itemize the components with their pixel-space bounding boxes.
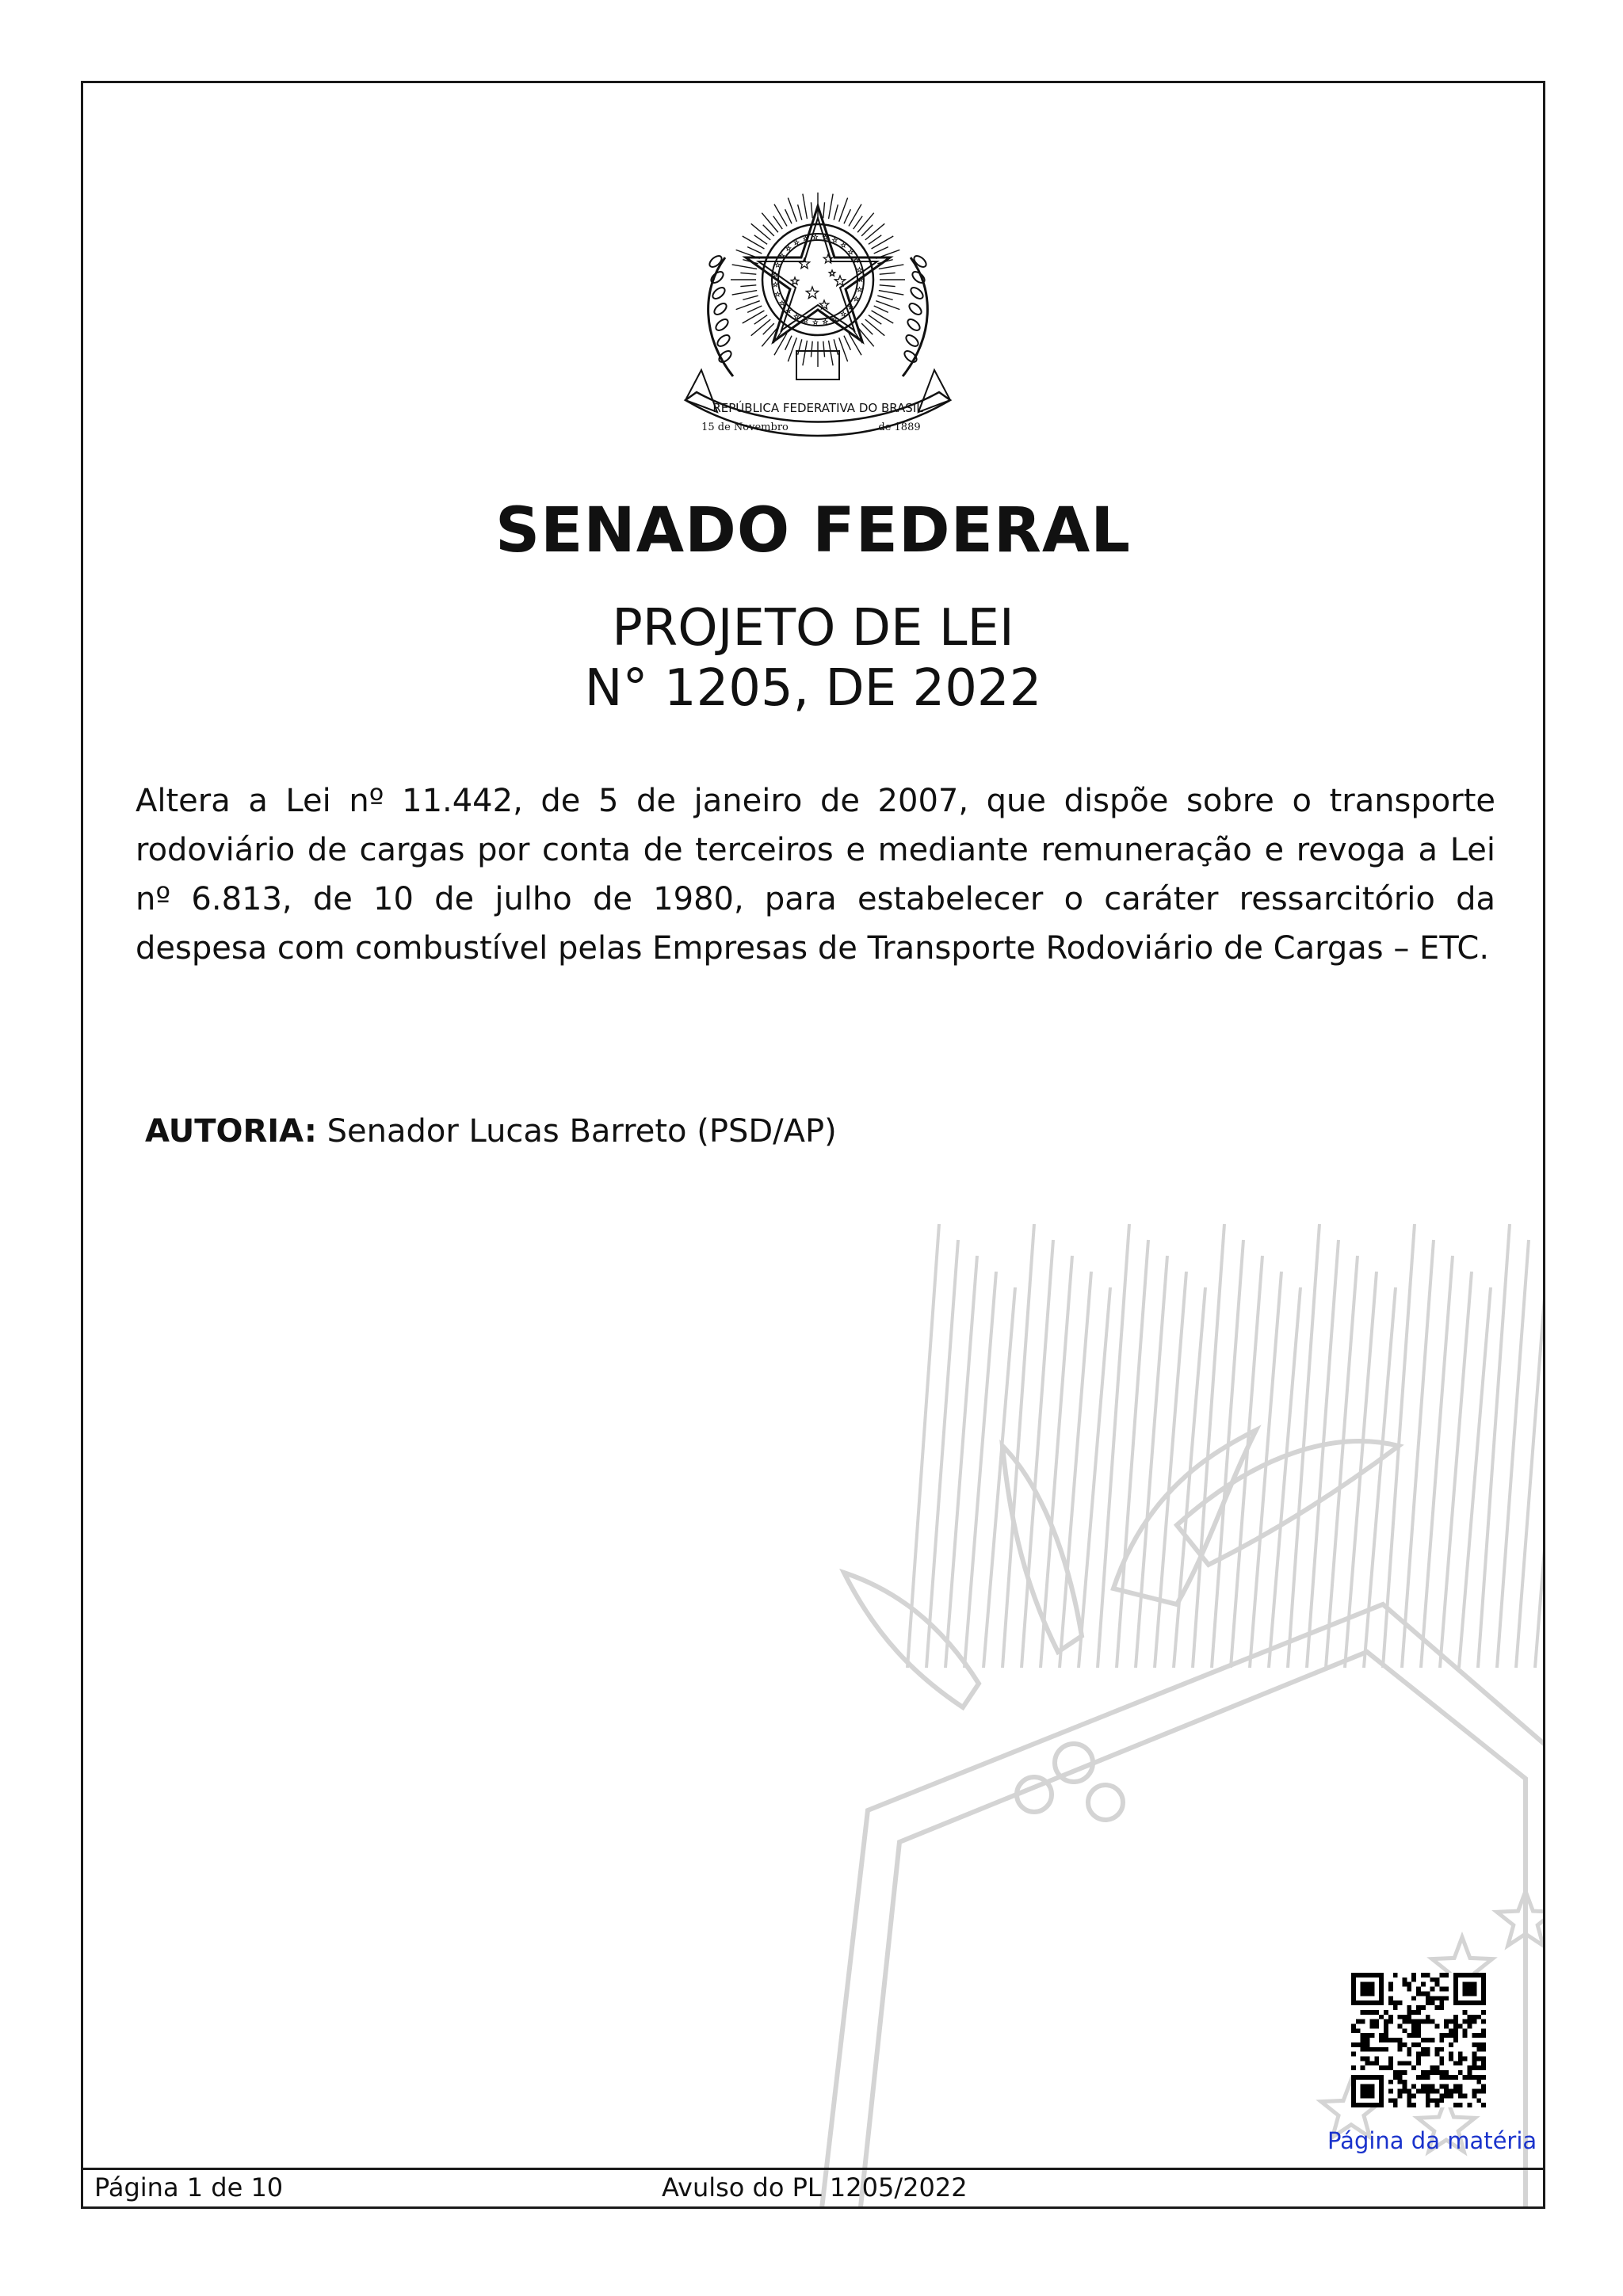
- footer-document-id: Avulso do PL 1205/2022: [662, 2172, 968, 2203]
- coat-of-arms-seal: [670, 162, 966, 463]
- authorship-value: Senador Lucas Barreto (PSD/AP): [327, 1113, 837, 1150]
- seal-ring-text: REPÚBLICA FEDERATIVA DO BRASIL: [712, 401, 923, 415]
- footer-page-number: Página 1 de 10: [94, 2172, 284, 2203]
- seal-ribbon-right: de 1889: [878, 421, 921, 433]
- seal-ribbon-left: 15 de Novembro: [701, 421, 789, 433]
- authorship-label: AUTORIA:: [145, 1113, 317, 1150]
- agency-name: SENADO FEDERAL: [495, 495, 1132, 566]
- bill-number: N° 1205, DE 2022: [584, 659, 1042, 718]
- document-type: PROJETO DE LEI: [612, 599, 1014, 658]
- page-footer: [83, 2168, 1543, 2206]
- bill-summary: Altera a Lei nº 11.442, de 5 de janeiro de 2007, que dispõe sobre o transporte rodoviário de cargas por conta de terceiros e mediante remuneração e revoga a Lei nº 6.813, de 10 de julho de 1980, para estabelecer o caráter ressarcitório da despesa com combustível pelas Empresas de Transporte Rodoviário de Cargas – ETC.: [136, 783, 1495, 967]
- page-frame: [81, 81, 1545, 2209]
- matter-page-link[interactable]: Página da matéria: [1327, 2127, 1537, 2154]
- qr-code-icon[interactable]: [1351, 1973, 1486, 2107]
- bill-title: [83, 598, 1543, 719]
- authorship: [145, 1113, 837, 1150]
